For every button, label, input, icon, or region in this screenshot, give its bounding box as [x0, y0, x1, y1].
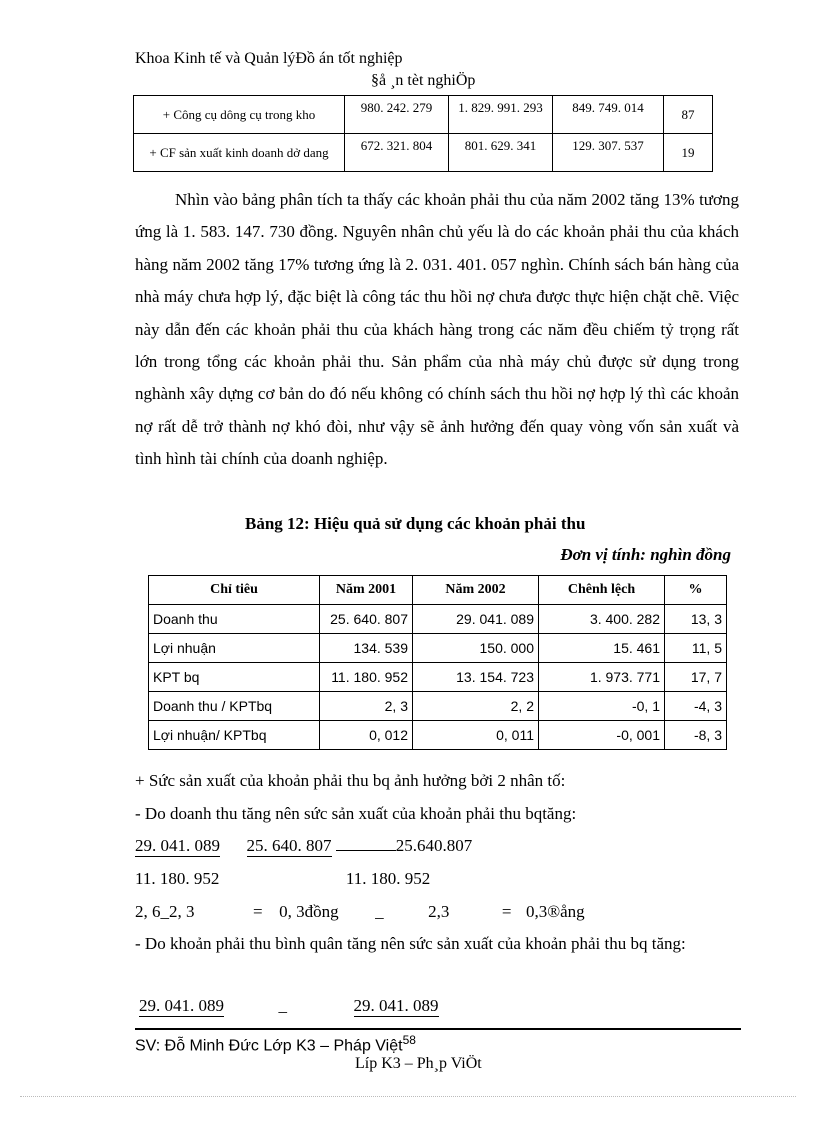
result-value: 0, 3đồng [279, 902, 339, 921]
footer-text: SV: Đỗ Minh Đức Lớp K3 – Pháp Việt [135, 1037, 403, 1055]
fraction-numerator: 29. 041. 089 [353, 996, 439, 1015]
table-row [149, 663, 727, 692]
table-cell: 2, 2 [413, 692, 539, 721]
table-cell: 19 [664, 134, 713, 172]
formula-denominators [135, 869, 430, 889]
analysis-paragraph: Nhìn vào bảng phân tích ta thấy các khoản phải thu của năm 2002 tăng 13% tương ứng là 1. 583. 147. 730 đồng. Nguyên nhân chủ yếu là do các khoản phải thu của khách hàng năm 2002 tăng 17% tương ứng là 2. 031. 401. 057 nghìn. Chính sách bán hàng của nhà máy chưa hợp lý, đặc biệt là công tác thu hồi nợ chưa được thực hiện chặt chẽ. Việc này dẫn đến các khoản phải thu của khách hàng trong các năm đều chiếm tỷ trọng rất lớn trong tổng các khoản phải thu. Sản phẩm của nhà máy chủ được sử dụng trong nghành xây dựng cơ bản do đó nếu không có chính sách thu hồi nợ hợp lý thì các khoản nợ rất dễ trở thành nợ khó đòi, như vậy sẽ ảnh hưởng đến quay vòng vốn sản xuất và tình hình tài chính của doanh nghiệp. [135, 190, 739, 469]
table-cell: 672. 321. 804 [345, 134, 449, 172]
table-cell: 87 [664, 96, 713, 134]
table-row [134, 134, 713, 172]
table-cell: 801. 629. 341 [449, 134, 553, 172]
analysis-line: - Do doanh thu tăng nên sức sản xuất của khoản phải thu bqtăng: [135, 804, 577, 823]
table-cell: 980. 242. 279 [345, 96, 449, 134]
fraction-numerator: 29. 041. 089 [139, 996, 224, 1015]
table-cell: Doanh thu / KPTbq [149, 692, 320, 721]
formula-line [336, 850, 396, 851]
table-cell: + CF sản xuất kinh doanh dở dang [134, 134, 345, 172]
fraction-denominator: 11. 180. 952 [135, 869, 220, 888]
fraction-numerator: 29. 041. 089 [135, 836, 220, 855]
analysis-line: - Do khoản phải thu bình quân tăng nên sức sản xuất của khoản phải thu bq tăng: [135, 934, 686, 953]
table-row [149, 692, 727, 721]
table-title: Bảng 12: Hiệu quả sử dụng các khoản phải thu [245, 514, 586, 533]
column-header: Năm 2001 [320, 576, 413, 605]
table-cell: 134. 539 [320, 634, 413, 663]
footer-divider [135, 1028, 741, 1030]
table-unit: Đơn vị tính: nghìn đồng [560, 545, 731, 564]
formula-result: 2, 6_2, 3 = 0, 3đồng _ 2,3 = 0,3®ång [135, 902, 585, 921]
table-cell: 1. 829. 991. 293 [449, 96, 553, 134]
minus-sign: _ [278, 996, 287, 1015]
table-cell: 11, 5 [665, 634, 727, 663]
table-cell: 0, 011 [413, 721, 539, 750]
table-cell: 3. 400. 282 [539, 605, 665, 634]
result-value: 2, 6 [135, 902, 161, 921]
table-cell: 15. 461 [539, 634, 665, 663]
footer-class: Líp K3 – Ph¸p ViÖt [355, 1055, 482, 1072]
fraction-numerator: 25. 640. 807 [246, 836, 332, 855]
table-cell: 29. 041. 089 [413, 605, 539, 634]
table-header-row [149, 576, 727, 605]
table-cell: 0, 012 [320, 721, 413, 750]
column-header: % [665, 576, 727, 605]
result-value: 0,3®ång [525, 902, 585, 921]
table-cell: 2, 3 [320, 692, 413, 721]
table-cell: KPT bq [149, 663, 320, 692]
column-header: Chỉ tiêu [149, 576, 320, 605]
column-header: Chênh lệch [539, 576, 665, 605]
formula-numerator-1 [135, 836, 472, 857]
analysis-line: + Sức sản xuất của khoản phải thu bq ảnh hưởng bởi 2 nhân tố: [135, 771, 566, 790]
fraction-denominator: 11. 180. 952 [345, 869, 431, 888]
receivables-table [148, 575, 727, 750]
table-cell: 150. 000 [413, 634, 539, 663]
table-cell: -8, 3 [665, 721, 727, 750]
table-cell: Lợi nhuận [149, 634, 320, 663]
result-value: 2,3 [428, 902, 450, 921]
table-cell: Doanh thu [149, 605, 320, 634]
table-cell: 849. 749. 014 [553, 96, 664, 134]
equals-sign: = [501, 902, 512, 921]
table-cell: -0, 1 [539, 692, 665, 721]
header-title: Khoa Kinh tế và Quản lýĐồ án tốt nghiệp [135, 50, 403, 67]
table-cell: 17, 7 [665, 663, 727, 692]
column-header: Năm 2002 [413, 576, 539, 605]
table-cell: 129. 307. 537 [553, 134, 664, 172]
table-cell: 11. 180. 952 [320, 663, 413, 692]
fraction-numerator: 25.640.807 [395, 836, 473, 855]
table-row [149, 605, 727, 634]
top-table [133, 95, 713, 172]
table-cell: -0, 001 [539, 721, 665, 750]
formula-numerator-2 [135, 996, 439, 1017]
table-row [134, 96, 713, 134]
table-cell: -4, 3 [665, 692, 727, 721]
table-cell: 25. 640. 807 [320, 605, 413, 634]
table-cell: 13. 154. 723 [413, 663, 539, 692]
table-row [149, 721, 727, 750]
result-value: 2, 3 [169, 902, 195, 921]
table-cell: Lợi nhuận/ KPTbq [149, 721, 320, 750]
page-border [20, 1096, 796, 1097]
table-cell: 1. 973. 771 [539, 663, 665, 692]
footer-author [135, 1033, 416, 1055]
table-row [149, 634, 727, 663]
table-cell: + Công cụ dông cụ trong kho [134, 96, 345, 134]
table-cell: 13, 3 [665, 605, 727, 634]
equals-sign: = [253, 902, 263, 921]
minus-sign: _ [375, 902, 384, 921]
page-number: 58 [402, 1033, 416, 1047]
header-subtitle: §å ¸n tèt nghiÖp [371, 72, 476, 89]
